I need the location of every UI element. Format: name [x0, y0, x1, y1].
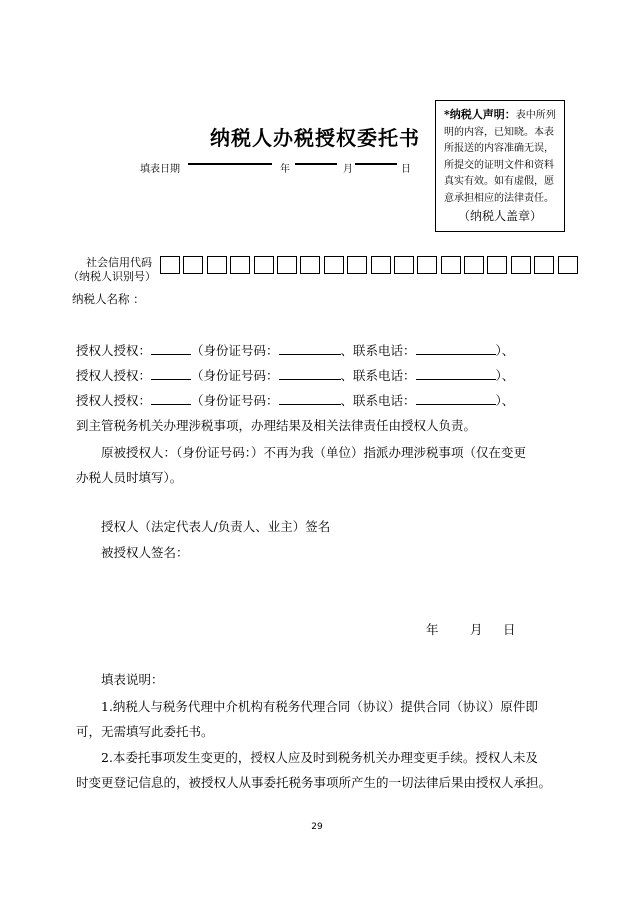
credit-code-cell[interactable] [347, 256, 367, 274]
taxpayer-name-label: 纳税人名称 ： [72, 292, 145, 306]
id-number-blank[interactable] [279, 342, 341, 355]
phone-blank[interactable] [416, 392, 496, 405]
form-title: 纳税人办税授权委托书 [210, 126, 420, 150]
credit-code-cell[interactable] [207, 256, 227, 274]
taxpayer-id-label: （纳税人识别号） [68, 270, 156, 283]
year-blank[interactable] [188, 163, 272, 165]
authorizer-signature-label: 授权人（法定代表人/负责人、业主）签名 [101, 519, 331, 534]
page-number: 29 [311, 822, 323, 832]
row-prefix: 授权人授权： [76, 368, 152, 383]
notes-heading: 填表说明： [101, 672, 164, 687]
year-label: 年 [280, 164, 290, 175]
note-1-line1: 1.纳税人与税务代理中介机构有税务代理合同（协议）提供合同（协议）原件即 [101, 699, 538, 714]
credit-code-cell[interactable] [277, 256, 297, 274]
authorized-name-blank[interactable] [151, 367, 191, 380]
credit-code-cell[interactable] [324, 256, 344, 274]
month-blank[interactable] [295, 163, 337, 165]
credit-code-cell[interactable] [254, 256, 274, 274]
note-2-line2: 时变更登记信息的，被授权人从事委托税务事项所产生的一切法律后果由授权人承担。 [76, 775, 552, 790]
credit-code-cells [160, 256, 581, 274]
credit-code-cell[interactable] [300, 256, 320, 274]
row-suffix: ）、 [495, 393, 515, 408]
taxpayer-seal-label: （纳税人盖章） [457, 209, 542, 223]
credit-code-cell[interactable] [511, 256, 531, 274]
day-label: 日 [401, 164, 411, 175]
credit-code-cell[interactable] [558, 256, 578, 274]
credit-code-cell[interactable] [487, 256, 507, 274]
credit-code-cell[interactable] [160, 256, 180, 274]
sign-year-label: 年 [426, 622, 439, 637]
row-prefix: 授权人授权： [76, 393, 152, 408]
authorization-row-3 [76, 391, 514, 409]
month-label: 月 [343, 164, 353, 175]
note-1-line2: 可，无需填写此委托书。 [76, 724, 214, 739]
credit-code-cell[interactable] [417, 256, 437, 274]
row-id-label: （身份证号码： [191, 368, 279, 383]
declaration-text [444, 107, 558, 207]
note-2-line1: 2.本委托事项发生变更的，授权人应及时到税务机关办理变更手续。授权人未及 [101, 750, 538, 765]
row-prefix: 授权人授权： [76, 343, 152, 358]
authorization-row-2 [76, 366, 514, 384]
id-number-blank[interactable] [279, 392, 341, 405]
row-phone-label: 、联系电话： [340, 393, 416, 408]
declaration-heading: *纳税人声明： [444, 108, 516, 121]
row-phone-label: 、联系电话： [340, 343, 416, 358]
taxpayer-declaration-box [435, 100, 565, 232]
credit-code-cell[interactable] [394, 256, 414, 274]
authorized-signature-label: 被授权人签名： [101, 545, 189, 560]
phone-blank[interactable] [416, 342, 496, 355]
sign-month-label: 月 [470, 622, 483, 637]
phone-blank[interactable] [416, 367, 496, 380]
id-number-blank[interactable] [279, 367, 341, 380]
declaration-body: 表中所列明的内容，已知晓。本表所报送的内容准确无误，所提交的证明文件和资料真实有效。如有虚假，愿意承担相应的法律责任。 [444, 110, 556, 204]
former-authorized-line2: 办税人员时填写）。 [76, 470, 183, 485]
authorized-name-blank[interactable] [151, 342, 191, 355]
date-label: 填表日期 [140, 164, 180, 175]
credit-code-cell[interactable] [534, 256, 554, 274]
credit-code-cell[interactable] [464, 256, 484, 274]
row-id-label: （身份证号码： [191, 343, 279, 358]
credit-code-cell[interactable] [371, 256, 391, 274]
row-suffix: ）、 [495, 343, 515, 358]
credit-code-cell[interactable] [441, 256, 461, 274]
authorized-name-blank[interactable] [151, 392, 191, 405]
row-suffix: ）、 [495, 368, 515, 383]
credit-code-cell[interactable] [183, 256, 203, 274]
row-id-label: （身份证号码： [191, 393, 279, 408]
handle-matters-text: 到主管税务机关办理涉税事项，办理结果及相关法律责任由授权人负责。 [76, 418, 477, 433]
authorization-row-1 [76, 341, 514, 359]
former-authorized-line1: 原被授权人：（身份证号码：）不再为我（单位）指派办理涉税事项（仅在变更 [101, 445, 527, 460]
credit-code-cell[interactable] [230, 256, 250, 274]
row-phone-label: 、联系电话： [340, 368, 416, 383]
credit-code-label: 社会信用代码 [86, 256, 152, 269]
day-blank[interactable] [355, 163, 397, 165]
sign-day-label: 日 [503, 622, 516, 637]
